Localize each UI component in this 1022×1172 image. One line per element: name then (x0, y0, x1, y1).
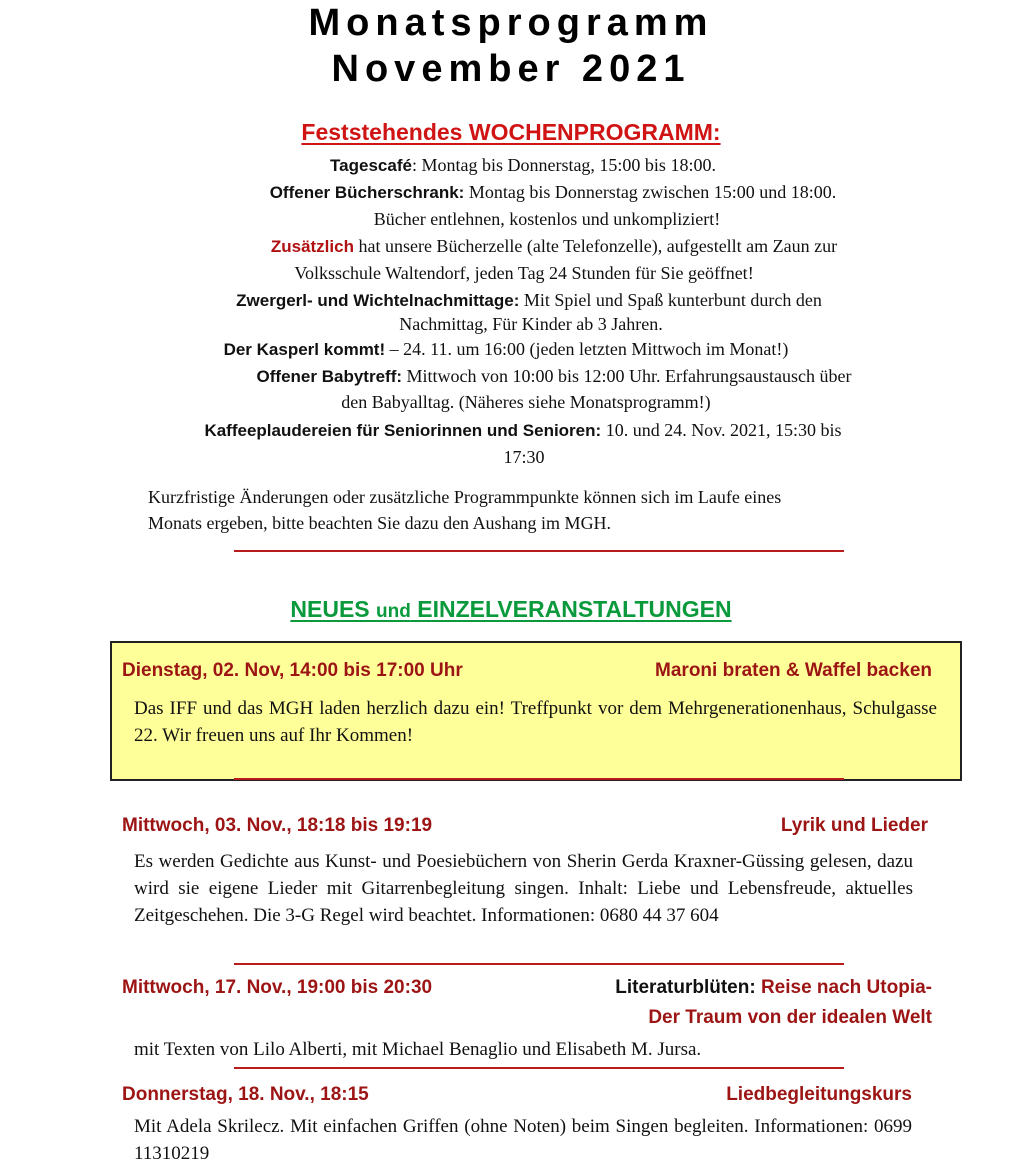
event-1-text: Das IFF und das MGH laden herzlich dazu ein! Treffpunkt vor dem Mehrgenerationenhaus, Schulgasse 22. Wir freuen uns auf Ihr Kommen! (134, 698, 937, 746)
event-3-text: mit Texten von Lilo Alberti, mit Michael Benaglio und Elisabeth M. Jursa. (134, 1039, 702, 1060)
event-2-text: Es werden Gedichte aus Kunst- und Poesiebüchern von Sherin Gerda Kraxner-Güssing gelesen, dazu wird sie eigene Lieder mit Gitarrenbegleitung singen. Inhalt: Liebe und Lebensfreude, aktuelles Zeitgeschehen. Die 3-G Regel wird beachtet. Informationen: 0680 44 37 604 (134, 851, 913, 926)
books-label: Offener Bücherschrank: (269, 183, 465, 202)
event-4-text: Mit Adela Skrilecz. Mit einfachen Griffen (ohne Noten) beim Singen begleiten. Informationen: 0699 11310219 (134, 1116, 912, 1164)
kasperl-text: – 24. 11. um 16:00 (jeden letzten Mittwoch im Monat!) (385, 339, 789, 359)
page-title-line2: November 2021 (331, 48, 691, 90)
events-heading-part2: und (376, 601, 411, 622)
divider (234, 963, 844, 965)
kasperl-line (0, 337, 1012, 362)
extra-label: Zusätzlich (270, 237, 354, 256)
events-heading-part3: EINZELVERANSTALTUNGEN (410, 596, 732, 622)
event-1-title: Maroni braten & Waffel backen (655, 660, 932, 681)
senior-text: 10. und 24. Nov. 2021, 15:30 bis (601, 420, 842, 440)
event-2-title: Lyrik und Lieder (780, 815, 928, 836)
kids-line2: Nachmittag, Für Kinder ab 3 Jahren. (399, 314, 663, 334)
event-1-date: Dienstag, 02. Nov, 14:00 bis 17:00 Uhr (122, 660, 463, 681)
extra-text: hat unsere Bücherzelle (alte Telefonzelle), aufgestellt am Zaun zur (353, 236, 838, 256)
event-3-date: Mittwoch, 17. Nov., 19:00 bis 20:30 (122, 977, 433, 998)
baby-line (0, 364, 1022, 389)
kids-label: Zwergerl- und Wichtelnachmittage: (236, 291, 520, 310)
note-line1: Kurzfristige Änderungen oder zusätzliche Programmpunkte können sich im Laufe eines (148, 487, 782, 507)
books-line2: Bücher entlehnen, kostenlos und unkompliziert! (373, 209, 721, 229)
kids-text: Mit Spiel und Spaß kunterbunt durch den (519, 290, 822, 310)
weekly-heading-part2: WOCHENPROGRAMM: (468, 119, 721, 145)
tagescafe-line (0, 153, 1022, 178)
event-3-title-prefix: Literaturblüten: (615, 977, 756, 998)
baby-line2: den Babyalltag. (Näheres siehe Monatsprogramm!) (341, 392, 711, 412)
divider (234, 550, 844, 552)
kasperl-label: Der Kasperl kommt! (223, 340, 386, 359)
event-3-title-main: Reise nach Utopia- (755, 977, 932, 998)
senior-line2: 17:30 (503, 447, 545, 467)
weekly-heading-part1: Feststehendes (301, 119, 469, 145)
event-2-date: Mittwoch, 03. Nov., 18:18 bis 19:19 (122, 815, 433, 836)
extra-line (0, 234, 1022, 259)
senior-label: Kaffeeplaudereien für Seniorinnen und Senioren: (204, 421, 602, 440)
extra-line2: Volksschule Waltendorf, jeden Tag 24 Stunden für Sie geöffnet! (294, 263, 754, 283)
note-line2: Monats ergeben, bitte beachten Sie dazu den Aushang im MGH. (148, 513, 612, 533)
books-line (0, 180, 1022, 205)
tagescafe-text: : Montag bis Donnerstag, 15:00 bis 18:00. (411, 155, 716, 175)
events-heading (0, 596, 1022, 623)
tagescafe-label: Tagescafé (330, 156, 412, 175)
baby-text: Mittwoch von 10:00 bis 12:00 Uhr. Erfahrungsaustausch über (402, 366, 852, 386)
weekly-heading (0, 119, 1022, 146)
event-4-title: Liedbegleitungskurs (726, 1084, 912, 1105)
event-3-title-line2: Der Traum von der idealen Welt (648, 1007, 932, 1028)
event-3-title (615, 977, 932, 999)
page-title-line1: Monatsprogramm (308, 2, 714, 44)
kids-line (0, 288, 1022, 313)
divider (234, 778, 844, 780)
divider (234, 1067, 844, 1069)
events-heading-part1: NEUES (290, 596, 377, 622)
senior-line (0, 418, 1022, 443)
event-4-date: Donnerstag, 18. Nov., 18:15 (122, 1084, 369, 1105)
books-text: Montag bis Donnerstag zwischen 15:00 und 18:00. (464, 182, 837, 202)
baby-label: Offener Babytreff: (256, 367, 403, 386)
